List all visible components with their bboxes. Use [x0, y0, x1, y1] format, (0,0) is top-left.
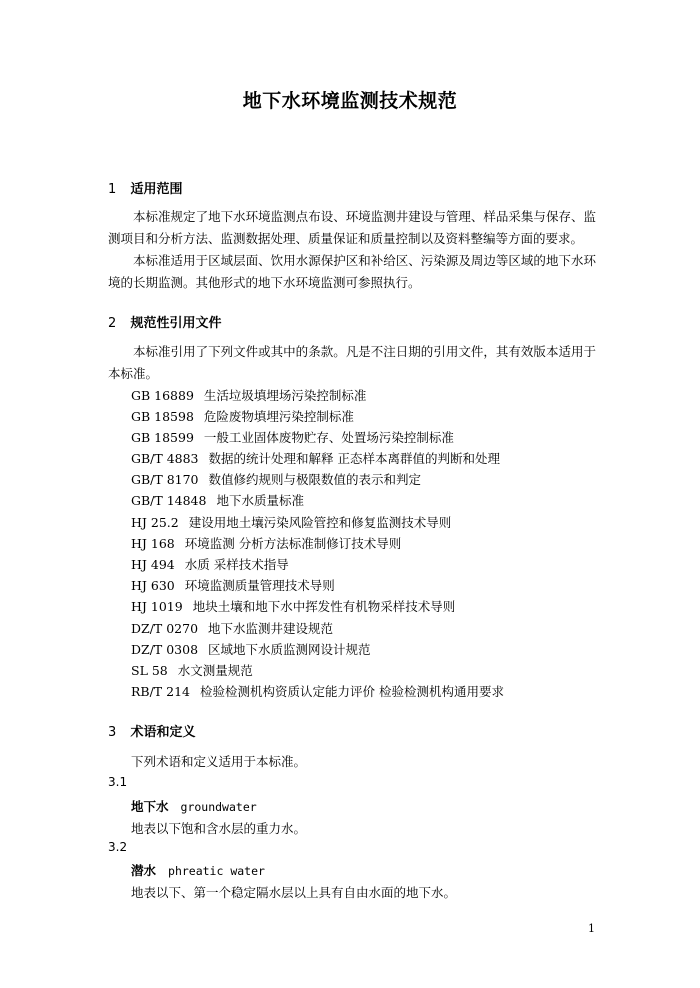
section-number: 2: [108, 316, 117, 331]
section-title: 适用范围: [130, 182, 183, 197]
page-title: 地下水环境监测技术规范: [242, 90, 458, 112]
reference-item: [131, 620, 333, 638]
section-heading-references: [108, 312, 222, 331]
reference-title: 水质 采样技术指导: [184, 557, 289, 572]
reference-code: HJ 168: [131, 536, 175, 551]
reference-item: [131, 662, 253, 680]
reference-item: [131, 683, 504, 701]
reference-item: [131, 577, 335, 595]
reference-code: GB/T 8170: [131, 472, 199, 487]
reference-title: 地下水监测井建设规范: [208, 621, 334, 636]
reference-code: GB/T 14848: [131, 493, 207, 508]
term-en: phreatic water: [168, 864, 265, 878]
reference-code: GB/T 4883: [131, 451, 199, 466]
reference-title: 建设用地土壤污染风险管控和修复监测技术导则: [188, 515, 452, 530]
page-number: 1: [588, 922, 595, 935]
reference-item: [131, 471, 421, 489]
reference-title: 生活垃圾填埋场污染控制标准: [203, 388, 367, 403]
reference-item: [131, 514, 451, 532]
reference-item: [131, 387, 366, 405]
section-title: 术语和定义: [130, 725, 196, 740]
reference-code: HJ 630: [131, 578, 175, 593]
reference-code: RB/T 214: [131, 684, 190, 699]
reference-title: 危险废物填埋污染控制标准: [203, 409, 354, 424]
paragraph: 本标准引用了下列文件或其中的条款。凡是不注日期的引用文件，其有效版本适用于本标准。: [108, 344, 596, 381]
reference-code: SL 58: [131, 663, 168, 678]
term-entry: [131, 797, 257, 815]
reference-title: 水文测量规范: [177, 663, 253, 678]
reference-title: 区域地下水质监测网设计规范: [208, 642, 371, 657]
reference-item: [131, 408, 354, 426]
reference-code: DZ/T 0308: [131, 642, 199, 657]
reference-code: GB 18598: [131, 409, 194, 424]
reference-title: 环境监测 分析方法标准制修订技术导则: [184, 536, 402, 551]
terms-intro: 下列术语和定义适用于本标准。: [131, 754, 307, 769]
reference-item: [131, 492, 304, 510]
reference-code: HJ 25.2: [131, 515, 179, 530]
section-number: 3: [108, 725, 117, 740]
paragraph: 本标准适用于区域层面、饮用水源保护区和补给区、污染源及周边等区域的地下水环境的长期监测。其他形式的地下水环境监测可参照执行。: [108, 253, 596, 290]
reference-item: [131, 450, 500, 468]
reference-code: GB 16889: [131, 388, 194, 403]
term-definition: 地表以下饱和含水层的重力水。: [131, 821, 307, 836]
section-number: 1: [108, 182, 117, 197]
reference-item: [131, 556, 289, 574]
section-title: 规范性引用文件: [130, 316, 222, 331]
reference-title: 地块土壤和地下水中挥发性有机物采样技术导则: [192, 599, 456, 614]
reference-title: 环境监测质量管理技术导则: [184, 578, 335, 593]
reference-title: 检验检测机构资质认定能力评价 检验检测机构通用要求: [199, 684, 504, 699]
term-en: groundwater: [180, 800, 257, 814]
term-entry: [131, 861, 265, 879]
reference-title: 数值修约规则与极限数值的表示和判定: [208, 472, 422, 487]
reference-code: GB 18599: [131, 430, 194, 445]
reference-code: HJ 1019: [131, 599, 183, 614]
section-heading-terms: [108, 721, 196, 740]
section-heading-scope: [108, 178, 183, 197]
term-zh: 潜水: [131, 863, 157, 878]
paragraph: 本标准规定了地下水环境监测点布设、环境监测井建设与管理、样品采集与保存、监测项目和分析方法、监测数据处理、质量保证和质量控制以及资料整编等方面的要求。: [108, 209, 596, 246]
reference-item: [131, 598, 455, 616]
reference-code: DZ/T 0270: [131, 621, 199, 636]
term-number: 3.2: [108, 840, 128, 854]
reference-item: [131, 429, 454, 447]
reference-item: [131, 535, 401, 553]
term-definition: 地表以下、第一个稳定隔水层以上具有自由水面的地下水。: [131, 885, 457, 900]
reference-item: [131, 641, 371, 659]
reference-code: HJ 494: [131, 557, 175, 572]
reference-title: 一般工业固体废物贮存、处置场污染控制标准: [203, 430, 454, 445]
reference-title: 数据的统计处理和解释 正态样本离群值的判断和处理: [208, 451, 500, 466]
term-number: 3.1: [108, 775, 128, 789]
reference-title: 地下水质量标准: [216, 493, 304, 508]
term-zh: 地下水: [131, 799, 169, 814]
